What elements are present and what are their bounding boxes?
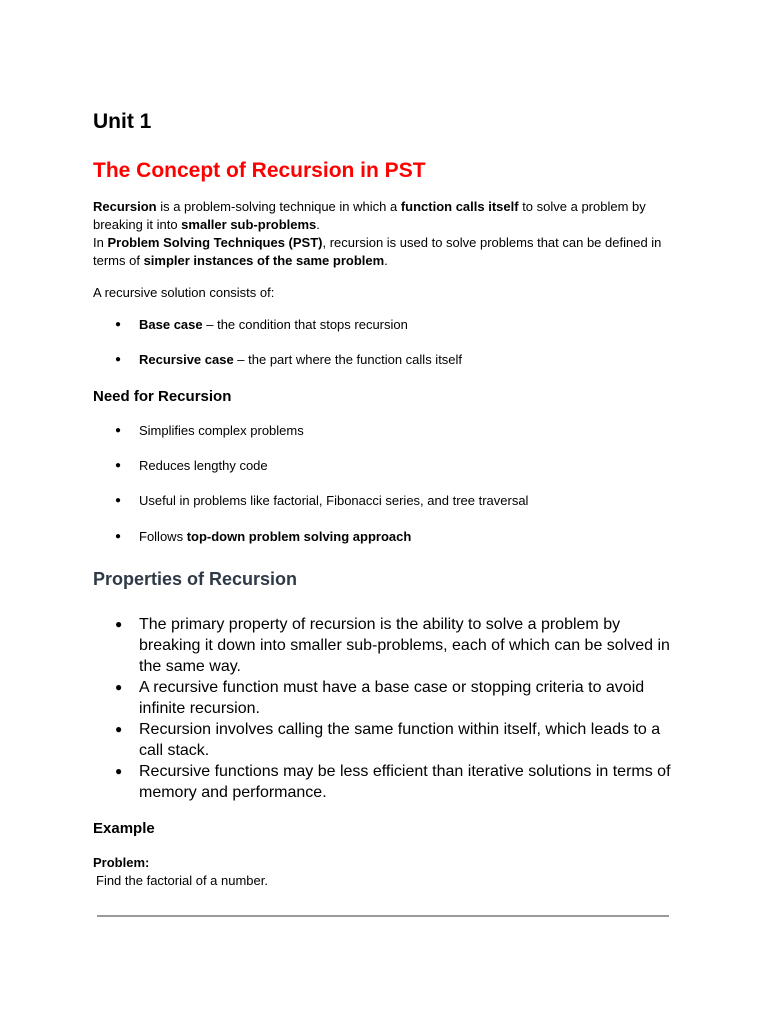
unit-title: Unit 1 (93, 110, 152, 133)
bullet-icon: ● (115, 425, 122, 436)
list-item-text (139, 316, 408, 334)
intro-paragraph-consists: A recursive solution consists of: (93, 285, 275, 300)
text-run: Reduces lengthy code (139, 458, 268, 473)
bold-text: Recursion (93, 199, 157, 214)
text-run: – the condition that stops recursion (202, 317, 408, 332)
bold-text: function calls itself (400, 199, 519, 214)
text-run: Simplifies complex problems (139, 423, 304, 438)
bullet-icon: ● (115, 680, 123, 694)
bullet-icon: ● (115, 319, 122, 330)
bold-text: Recursive case (139, 352, 234, 367)
text-run: . (384, 253, 388, 268)
text-run: , recursion is used to solve problems that can be defined in terms of (93, 235, 662, 268)
bold-text: Base case (139, 317, 203, 332)
list-item-text (139, 422, 304, 440)
bullet-icon: ● (115, 722, 123, 736)
list-item-text (139, 457, 268, 475)
text-run: . (316, 217, 320, 232)
main-title: The Concept of Recursion in PST (93, 159, 426, 182)
example-heading: Example (93, 820, 155, 837)
bullet-icon: ● (115, 460, 122, 471)
bullet-icon: ● (115, 764, 123, 778)
bold-text: smaller sub-problems (181, 217, 317, 232)
bold-text: top-down problem solving approach (186, 529, 412, 544)
bullet-icon: ● (115, 617, 123, 631)
intro-paragraph-pst (93, 234, 693, 270)
bullet-icon: ● (115, 531, 122, 542)
text-run: Follows (139, 529, 187, 544)
text-run: Useful in problems like factorial, Fibonacci series, and tree traversal (139, 493, 529, 508)
properties-heading: Properties of Recursion (93, 569, 298, 589)
bold-text: simpler instances of the same problem (143, 253, 385, 268)
need-heading: Need for Recursion (93, 388, 232, 405)
problem-text: Find the factorial of a number. (96, 873, 268, 888)
list-item-text: Recursive functions may be less efficient than iterative solutions in terms of memory and performance. (139, 763, 671, 801)
list-item-text: A recursive function must have a base case or stopping criteria to avoid infinite recursion. (139, 679, 645, 717)
list-item-text: The primary property of recursion is the ability to solve a problem by breaking it down into smaller sub-problems, each of which can be solved in the same way. (139, 616, 670, 675)
list-item-text (139, 528, 411, 546)
list-item-text (139, 492, 528, 510)
bullet-icon: ● (115, 495, 122, 506)
horizontal-divider (97, 915, 669, 917)
list-item-text (139, 351, 462, 369)
text-run: to solve a problem by breaking it into (93, 199, 646, 232)
list-item-text: Recursion involves calling the same function within itself, which leads to a call stack. (139, 721, 661, 759)
text-run: – the part where the function calls itself (233, 352, 463, 367)
bullet-icon: ● (115, 354, 122, 365)
text-run: In (93, 235, 108, 250)
intro-paragraph-recursion (93, 198, 693, 234)
problem-label: Problem: (93, 855, 150, 870)
text-run: is a problem-solving technique in which a (156, 199, 401, 214)
bold-text: Problem Solving Techniques (PST) (107, 235, 323, 250)
